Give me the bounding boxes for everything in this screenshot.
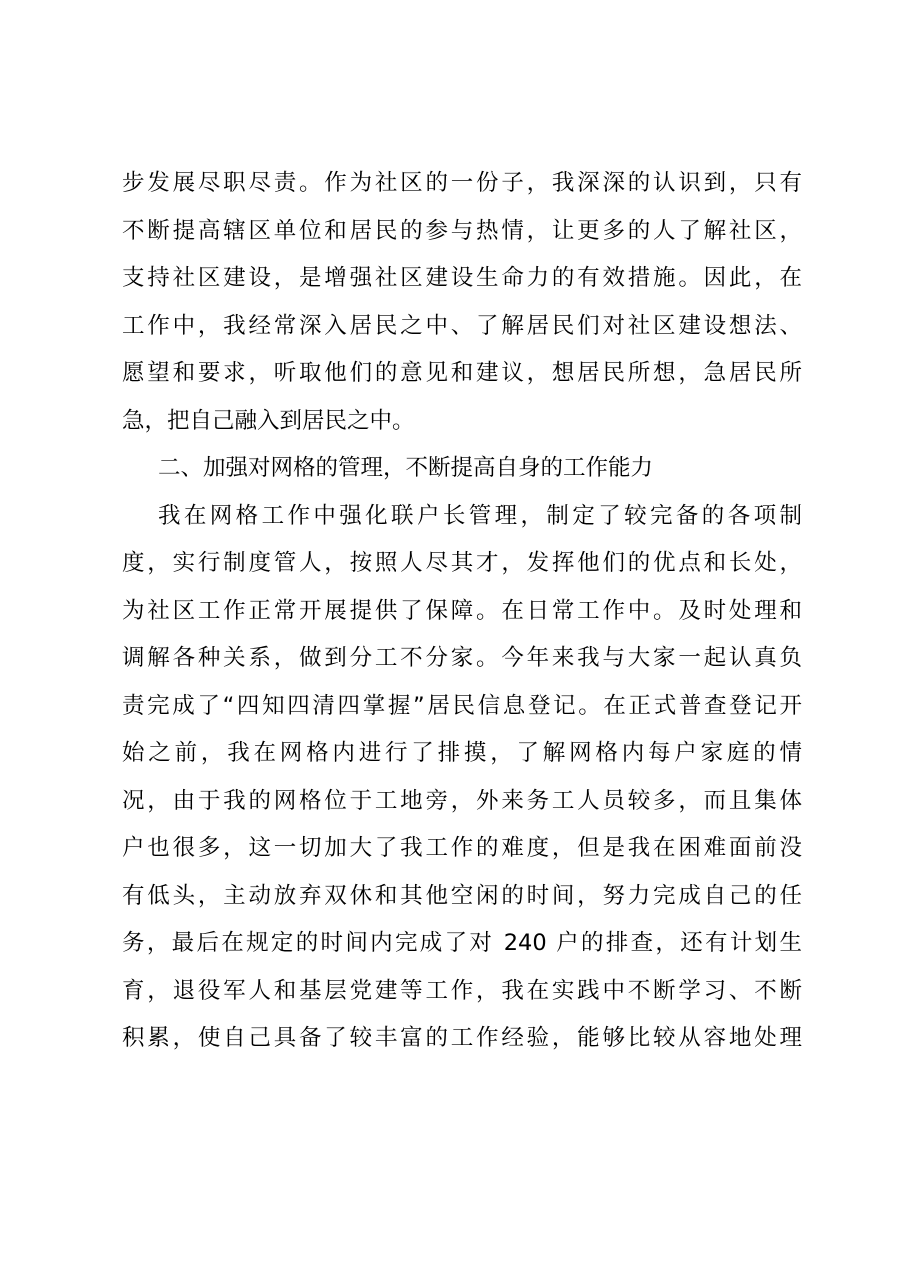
paragraph-1 (122, 160, 802, 445)
paragraph-line: 调解各种关系，做到分工不分家。今年来我与大家一起认真负 (122, 645, 802, 671)
paragraph-2 (122, 493, 802, 1063)
paragraph-line: 务，最后在规定的时间内完成了对 240 户的排查，还有计划生 (122, 930, 802, 956)
section-heading: 二、加强对网格的管理，不断提高自身的工作能力 (158, 455, 654, 481)
paragraph-line: 户也很多，这一切加大了我工作的难度，但是我在困难面前没 (122, 835, 802, 861)
paragraph-line: 度，实行制度管人，按照人尽其才，发挥他们的优点和长处， (122, 550, 802, 576)
paragraph-line: 始之前，我在网格内进行了排摸，了解网格内每户家庭的情 (122, 740, 802, 766)
paragraph-line: 工作中，我经常深入居民之中、了解居民们对社区建设想法、 (122, 312, 802, 339)
paragraph-line: 积累，使自己具备了较丰富的工作经验，能够比较从容地处理 (122, 1025, 802, 1051)
paragraph-line: 愿望和要求，听取他们的意见和建议，想居民所想，急居民所 (122, 360, 802, 386)
paragraph-line: 急，把自己融入到居民之中。 (122, 407, 415, 434)
paragraph-line: 育，退役军人和基层党建等工作，我在实践中不断学习、不断 (122, 977, 802, 1004)
paragraph-line: 不断提高辖区单位和居民的参与热情，让更多的人了解社区， (122, 217, 802, 244)
document-body (122, 160, 802, 1063)
paragraph-line: 为社区工作正常开展提供了保障。在日常工作中。及时处理和 (122, 597, 802, 624)
paragraph-line: 有低头，主动放弃双休和其他空闲的时间，努力完成自己的任 (122, 882, 802, 909)
paragraph-line: 支持社区建设，是增强社区建设生命力的有效措施。因此，在 (122, 265, 802, 291)
paragraph-line: 步发展尽职尽责。作为社区的一份子，我深深的认识到，只有 (122, 170, 802, 196)
paragraph-line: 我在网格工作中强化联户长管理，制定了较完备的各项制 (158, 502, 802, 529)
paragraph-line: 责完成了“四知四清四掌握”居民信息登记。在正式普查登记开 (122, 692, 802, 719)
paragraph-line: 况，由于我的网格位于工地旁，外来务工人员较多，而且集体 (122, 787, 802, 814)
